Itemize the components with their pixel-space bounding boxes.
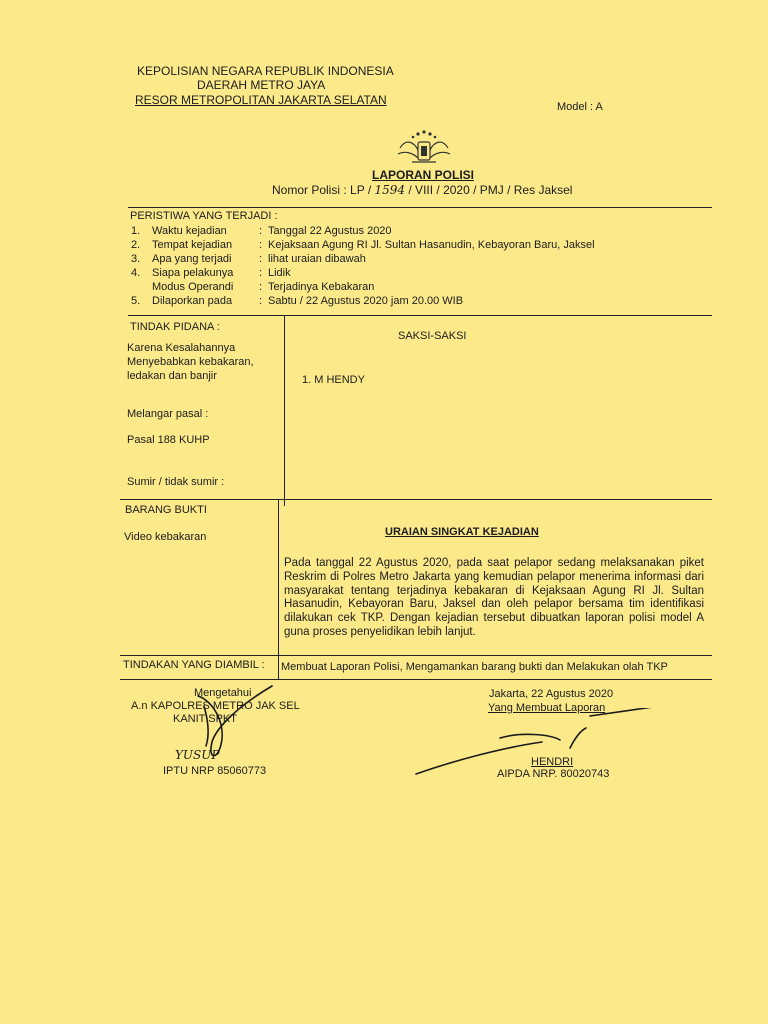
list-item: Modus Operandi : Terjadinya Kebakaran (152, 281, 375, 293)
header-line3: RESOR METROPOLITAN JAKARTA SELATAN (135, 93, 387, 107)
header-line1: KEPOLISIAN NEGARA REPUBLIK INDONESIA (137, 64, 394, 78)
sumir-label: Sumir / tidak sumir : (127, 476, 225, 488)
uraian-heading: URAIAN SINGKAT KEJADIAN (385, 526, 539, 538)
list-item: 2. Tempat kejadian : Kejaksaan Agung RI Jl. Sultan Hasanudin, Kebayoran Baru, Jaksel (131, 239, 595, 251)
right-signer-name: HENDRI (531, 756, 574, 768)
report-number-handwritten: 1594 (374, 183, 406, 197)
left-signer-name: YUSUP (175, 748, 220, 762)
barang-bukti-heading: BARANG BUKTI (125, 504, 207, 516)
melangar-label: Melangar pasal : (127, 408, 209, 420)
witness-item: 1. M HENDY (302, 374, 365, 386)
header-line2: DAERAH METRO JAYA (197, 78, 326, 92)
saksi-heading: SAKSI-SAKSI (398, 330, 467, 342)
pelapor-role: Yang Membuat Laporan (488, 702, 606, 714)
model-label: Model : A (557, 101, 603, 113)
peristiwa-heading: PERISTIWA YANG TERJADI : (130, 210, 278, 222)
report-number-prefix: Nomor Polisi : LP / (272, 183, 372, 197)
peristiwa-list (131, 224, 595, 308)
right-signer-nrp: AIPDA NRP. 80020743 (497, 768, 610, 780)
tindak-pidana-text: Karena Kesalahannya Menyebabkan kebakaran, ledakan dan banjir (127, 342, 254, 382)
report-number-suffix: / VIII / 2020 / PMJ / Res Jaksel (408, 183, 573, 197)
list-item: 4. Siapa pelakunya : Lidik (131, 267, 291, 279)
tindakan-value: Membuat Laporan Polisi, Mengamankan barang bukti dan Melakukan olah TKP (281, 661, 668, 673)
list-item: 3. Apa yang terjadi : lihat uraian dibawah (131, 253, 366, 265)
list-item: 1. Waktu kejadian : Tanggal 22 Agustus 2020 (131, 225, 392, 237)
barang-bukti-value: Video kebakaran (124, 531, 207, 543)
report-number (272, 183, 572, 197)
an-kapolres-label: A.n KAPOLRES METRO JAK SEL (131, 700, 300, 712)
list-item: 5. Dilaporkan pada : Sabtu / 22 Agustus 2020 jam 20.00 WIB (131, 295, 464, 307)
tindak-pidana-heading: TINDAK PIDANA : (130, 321, 220, 333)
uraian-text: Pada tanggal 22 Agustus 2020, pada saat pelapor sedang melaksanakan piket Reskrim di Polres Metro Jakarta yang kemudian pelapor menerima informasi dari masyarakat tentang terjadinya kebakaran di Kejaksaan Agung RI Jl. Sultan Hasanudin, Kebayoran Baru, Jaksel dan oleh pelapor bersama tim identifikasi dilakukan cek TKP. Dengan kejadian tersebut dibuatkan laporan polisi model A guna proses penyelidikan lebih lanjut. (284, 557, 704, 638)
tindakan-label: TINDAKAN YANG DIAMBIL : (123, 659, 265, 671)
pasal-value: Pasal 188 KUHP (127, 434, 210, 446)
place-date: Jakarta, 22 Agustus 2020 (489, 688, 614, 700)
left-signer-nrp: IPTU NRP 85060773 (163, 765, 267, 777)
kanit-label: KANIT SPKT (173, 713, 237, 725)
report-title: LAPORAN POLISI (372, 168, 475, 182)
police-emblem-icon (392, 128, 456, 168)
mengetahui-label: Mengetahui (194, 687, 252, 699)
